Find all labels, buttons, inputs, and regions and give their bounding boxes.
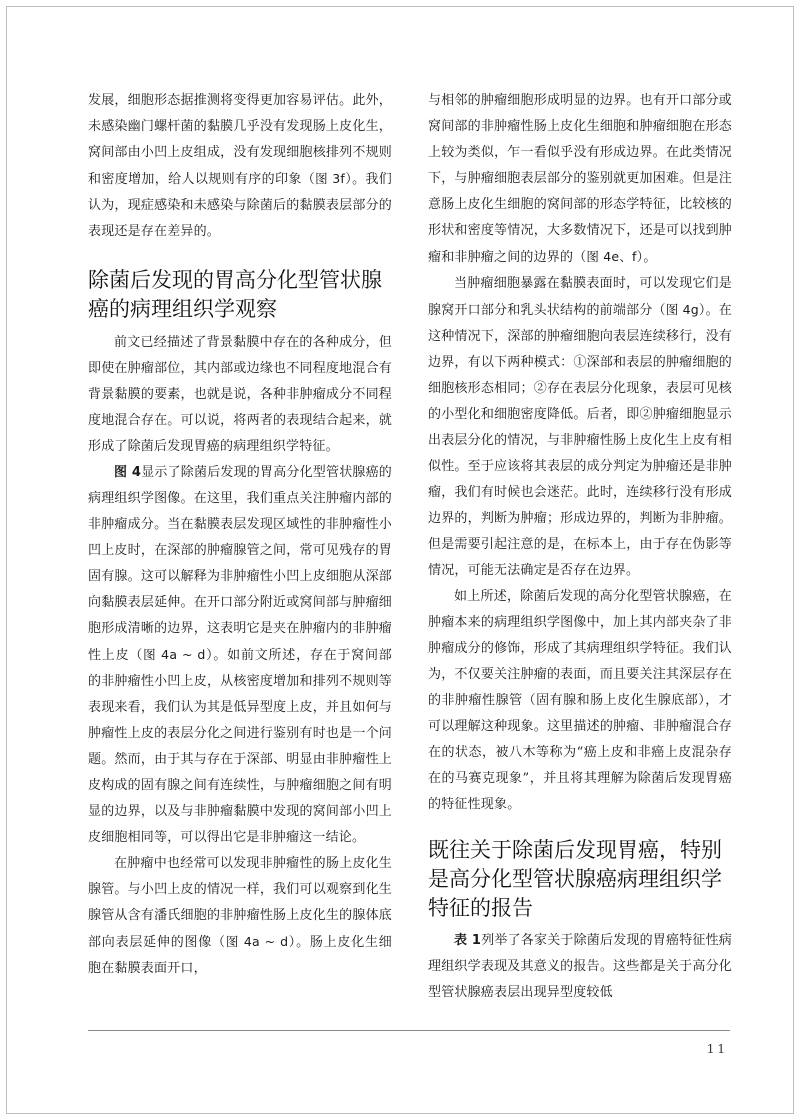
section-heading: 除菌后发现的胃高分化型管状腺癌的病理组织学观察 [88,268,382,321]
right-paragraph-2: 当肿瘤细胞暴露在黏膜表面时，可以发现它们是腺窝开口部分和乳头状结构的前端部分（图 4g）。在这种情况下，深部的肿瘤细胞向表层连续移行，没有边界，有以下两种模式：①深部和表层的肿瘤细胞的细胞核形态相同；②存在表层分化现象，表层可见核的小型化和细胞密度降低。后者，即②肿瘤细胞显示出表层分化的情况，与非肿瘤性肠上皮化生上皮有相似性。至于应该将其表层的成分判定为肿瘤还是非肿瘤，我们有时候也会迷茫。此时，连续移行没有形成边界的，判断为肿瘤；形成边界的，判断为非肿瘤。但是需要引起注意的是，在标本上，由于存在伪影等情况，可能无法确定是否存在边界。 [428,276,732,578]
left-column [88,88,392,982]
figure-reference: 图 3f [315,171,346,186]
figure-reference: 图 4e、f [586,249,637,264]
figure-reference: 图 4a ~ d [143,647,206,662]
left-paragraph-4: 在肿瘤中也经常可以发现非肿瘤性的肠上皮化生腺管。与小凹上皮的情况一样，我们可以观察到化生腺管从含有潘氏细胞的非肿瘤性肠上皮化生的腺体底部向表层延伸的图像（图 4a ~ d）。肠上皮化生细胞在黏膜表面开口， [88,856,392,976]
section-heading: 既往关于除菌后发现胃癌，特别是高分化型管状腺癌病理组织学特征的报告 [428,838,722,920]
right-paragraph-1: 与相邻的肿瘤细胞形成明显的边界。也有开口部分或窝间部的非肿瘤性肠上皮化生细胞和肿瘤细胞在形态上较为类似，乍一看似乎没有形成边界。在此类情况下，与肿瘤细胞表层部分的鉴别就更加困难。但是注意肠上皮化生细胞的窝间部的形态学特征，比较核的形状和密度等情况，大多数情况下，还是可以找到肿瘤和非肿瘤之间的边界的（图 4e、f）。 [428,93,732,265]
page-number: 11 [706,1042,728,1056]
footer-rule [88,1030,730,1031]
figure-reference: 图 4a ~ d [225,934,289,949]
table-lead: 表 1 [454,933,482,948]
right-paragraph-4: 表 1列举了各家关于除菌后发现的胃癌特征性病理组织学表现及其意义的报告。这些都是关于高分化型管状腺癌表层出现异型度较低 [428,933,733,1000]
left-paragraph-2: 前文已经描述了背景黏膜中存在的各种成分，但即使在肿瘤部位，其内部或边缘也不同程度地混合有背景黏膜的要素，也就是说，各种非肿瘤成分不同程度地混合存在。可以说，将两者的表现结合起来，就形成了除菌后发现胃癌的病理组织学特征。 [88,335,392,454]
right-paragraph-3: 如上所述，除菌后发现的高分化型管状腺癌，在肿瘤本来的病理组织学图像中，加上其内部夹杂了非肿瘤成分的修饰，形成了其病理组织学特征。我们认为，不仅要关注肿瘤的表面，而且要关注其深层存在的非肿瘤性腺管（固有腺和肠上皮化生腺底部），才可以理解这种现象。这里描述的肿瘤、非肿瘤混合存在的状态，被八木等称为“癌上皮和非癌上皮混杂存在的马赛克现象”，并且将其理解为除菌后发现胃癌的特征性现象。 [428,589,732,812]
left-paragraph-1: 发展，细胞形态据推测将变得更加容易评估。此外，未感染幽门螺杆菌的黏膜几乎没有发现肠上皮化生，窝间部由小凹上皮组成，没有发现细胞核排列不规则和密度增加，给人以规则有序的印象（图 3f）。我们认为，现症感染和未感染与除菌后的黏膜表层部分的表现还是存在差异的。 [88,93,392,239]
right-column [428,88,732,1006]
figure-lead: 图 4 [114,465,142,480]
left-paragraph-3: 图 4显示了除菌后发现的胃高分化型管状腺癌的病理组织学图像。在这里，我们重点关注肿瘤内部的非肿瘤成分。当在黏膜表层发现区域性的非肿瘤性小凹上皮时，在深部的肿瘤腺管之间，常可见残存的胃固有腺。这可以解释为非肿瘤性小凹上皮细胞从深部向黏膜表层延伸。在开口部分附近或窝间部与肿瘤细胞形成清晰的边界，这表明它是夹在肿瘤内的非肿瘤性上皮（图 4a ~ d）。如前文所述，存在于窝间部的非肿瘤性小凹上皮，从核密度增加和排列不规则等表现来看，我们认为其是低异型度上皮，并且如何与肿瘤性上皮的表层分化之间进行鉴别有时也是一个问题。然而，由于其与存在于深部、明显由非肿瘤性上皮构成的固有腺之间有连续性，与肿瘤细胞之间有明显的边界，以及与非肿瘤黏膜中发现的窝间部小凹上皮细胞相同等，可以得出它是非肿瘤这一结论。 [88,465,393,845]
figure-reference: 图 4g [665,302,699,317]
